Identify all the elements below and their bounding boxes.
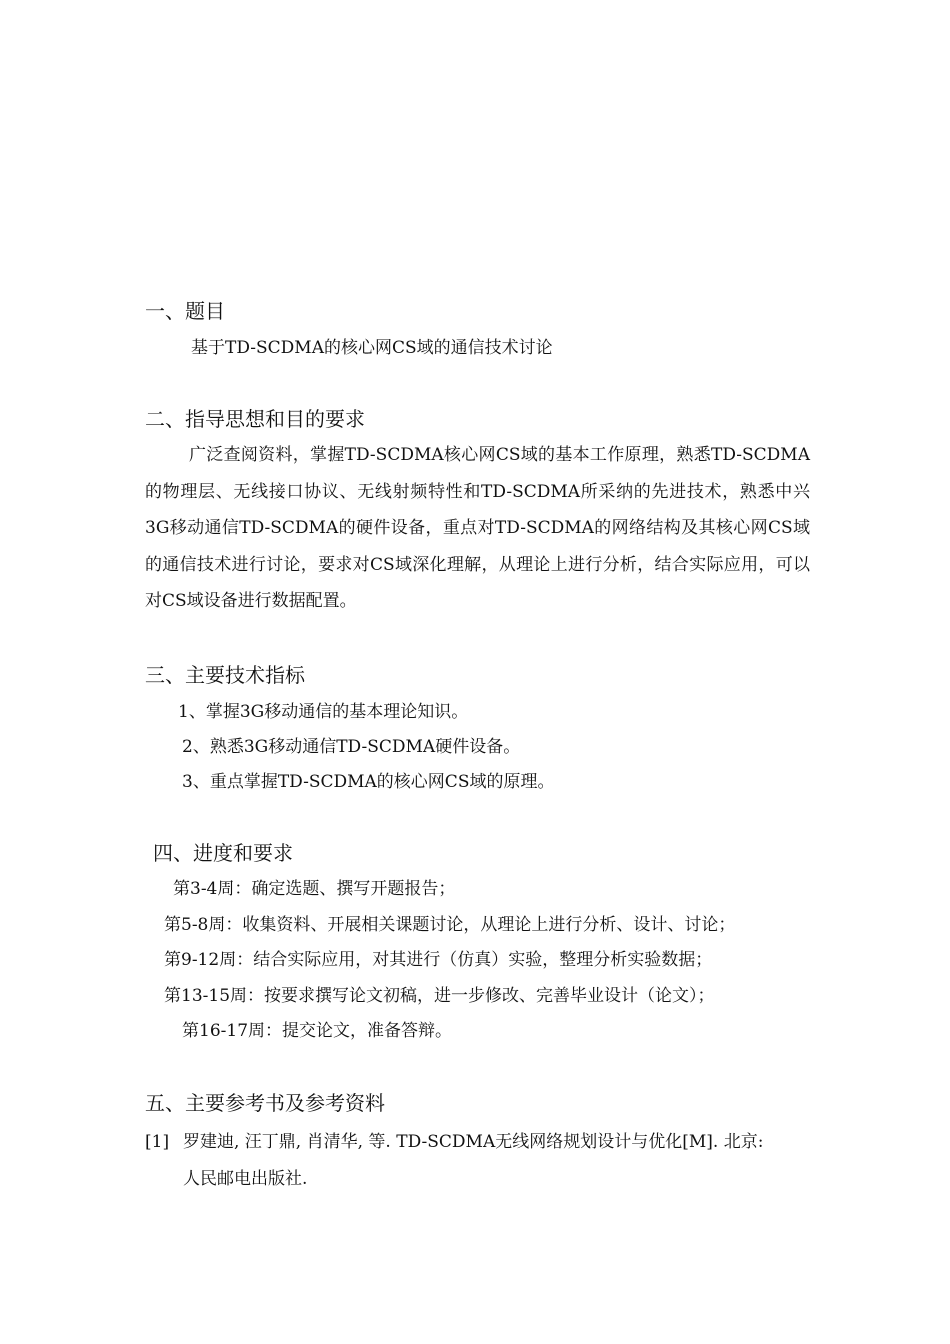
schedule-item: 第9-12周：结合实际应用，对其进行（仿真）实验，整理分析实验数据； bbox=[164, 950, 713, 970]
schedule-item: 第16-17周：提交论文，准备答辩。 bbox=[182, 1021, 453, 1041]
reference-number: [1] bbox=[145, 1132, 170, 1152]
reference-text-line1: 罗建迪, 汪丁鼎, 肖清华, 等. TD-SCDMA无线网络规划设计与优化[M]. 北京: bbox=[183, 1132, 764, 1152]
topic-text: 基于TD-SCDMA的核心网CS域的通信技术讨论 bbox=[191, 338, 553, 358]
guidance-paragraph: 广泛查阅资料，掌握TD-SCDMA核心网CS域的基本工作原理，熟悉TD-SCDMA的物理层、无线接口协议、无线射频特性和TD-SCDMA所采纳的先进技术，熟悉中兴3G移动通信TD-SCDMA的硬件设备，重点对TD-SCDMA的网络结构及其核心网CS域的通信技术进行讨论，要求对CS域深化理解，从理论上进行分析，结合实际应用，可以对CS域设备进行数据配置。 bbox=[145, 445, 810, 611]
section-heading-guidance: 二、指导思想和目的要求 bbox=[145, 407, 365, 431]
reference-entry bbox=[145, 1124, 817, 1198]
schedule-item: 第13-15周：按要求撰写论文初稿，进一步修改、完善毕业设计（论文）； bbox=[164, 986, 715, 1006]
tech-indicator-item: 1、掌握3G移动通信的基本理论知识。 bbox=[178, 702, 469, 722]
schedule-item: 第3-4周：确定选题、撰写开题报告； bbox=[173, 879, 456, 899]
section-heading-references: 五、主要参考书及参考资料 bbox=[145, 1091, 385, 1115]
reference-text-line2: 人民邮电出版社. bbox=[183, 1169, 308, 1189]
section-heading-schedule: 四、进度和要求 bbox=[153, 841, 293, 865]
tech-indicator-item: 2、熟悉3G移动通信TD-SCDMA硬件设备。 bbox=[182, 737, 521, 757]
section-heading-tech-indicators: 三、主要技术指标 bbox=[145, 663, 305, 687]
schedule-item: 第5-8周：收集资料、开展相关课题讨论，从理论上进行分析、设计、讨论； bbox=[164, 915, 736, 935]
section-heading-topic: 一、题目 bbox=[145, 299, 225, 323]
tech-indicator-item: 3、重点掌握TD-SCDMA的核心网CS域的原理。 bbox=[182, 772, 555, 792]
